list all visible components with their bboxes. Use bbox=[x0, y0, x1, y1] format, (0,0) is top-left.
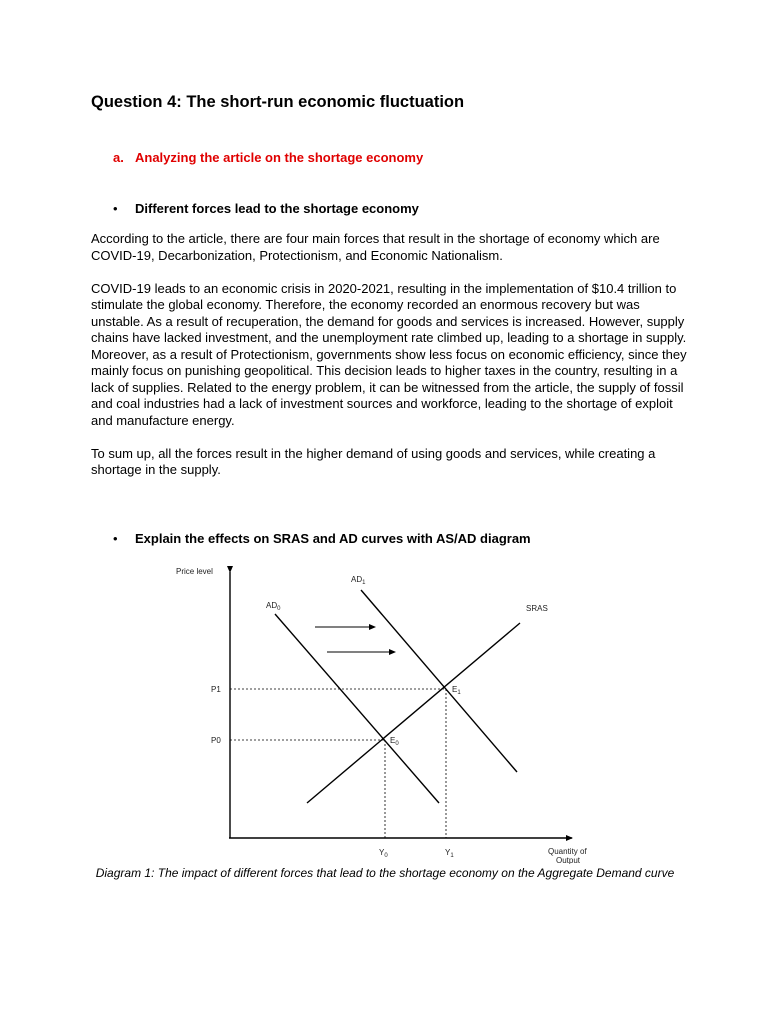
p1-label: P1 bbox=[211, 685, 221, 694]
bullet-icon: • bbox=[113, 531, 118, 546]
sras-curve bbox=[307, 623, 520, 803]
x-axis-label-line1: Quantity of bbox=[548, 847, 587, 856]
ad0-label: $AD_0$ bbox=[266, 601, 281, 612]
asad-diagram-svg bbox=[170, 562, 610, 864]
y0-label: $Y_0$ bbox=[379, 848, 388, 859]
sras-label: SRAS bbox=[526, 604, 548, 613]
ad1-curve bbox=[361, 590, 517, 772]
p0-label: P0 bbox=[211, 736, 221, 745]
x-axis-label-line2: Output bbox=[556, 856, 581, 864]
e0-label: $E_0$ bbox=[390, 736, 399, 747]
paragraph-conclusion: To sum up, all the forces result in the higher demand of using goods and services, while creating a shortage in the supply. bbox=[91, 445, 656, 477]
subheading-marker: a. bbox=[113, 150, 124, 165]
paragraph-forces-summary: According to the article, there are four main forces that result in the shortage of economy which are COVID-19, Decarbonization, Protectionism, and Economic Nationalism. bbox=[91, 231, 660, 263]
y1-label: $Y_1$ bbox=[445, 848, 454, 859]
ad0-curve bbox=[275, 614, 439, 803]
paragraph-covid-analysis: COVID-19 leads to an economic crisis in 2020-2021, resulting in the implementation of $10.4 trillion to stimulate the global economy. Therefore, the economy recorded an enormous recovery but was unstable. As a result of recuperation, the demand for goods and services is increased. However, supply chains have lacked investment, and the unemployment rate climbed up, leading to a shortage in supply. Moreover, as a result of Protectionism, governments show less focus on economic efficiency, since they mainly focus on punishing geopolitical. This decision leads to higher taxes in the country, resulting in a lack of supplies. Related to the energy problem, it can be witnessed from the article, the supply of fossil and coal industries had a lack of investment sources and workforce, leading to the shortage of exploit and manufacture energy. bbox=[91, 280, 687, 428]
ad1-label: $AD_1$ bbox=[351, 575, 366, 586]
bullet-text-forces: Different forces lead to the shortage economy bbox=[135, 201, 419, 216]
bullet-icon: • bbox=[113, 201, 118, 216]
e1-label: $E_1$ bbox=[452, 685, 461, 696]
asad-diagram bbox=[170, 562, 610, 864]
section-subheading bbox=[113, 150, 423, 165]
bullet-item-diagram bbox=[113, 531, 531, 546]
diagram-caption: Diagram 1: The impact of different forces that lead to the shortage economy on the Aggregate Demand curve bbox=[95, 866, 675, 880]
question-title: Question 4: The short-run economic fluctuation bbox=[91, 93, 465, 111]
subheading-text: Analyzing the article on the shortage economy bbox=[135, 150, 424, 165]
y-axis-label: Price level bbox=[176, 567, 213, 576]
body-text bbox=[91, 231, 691, 495]
bullet-item-forces bbox=[113, 201, 419, 216]
bullet-text-diagram: Explain the effects on SRAS and AD curves with AS/AD diagram bbox=[135, 531, 531, 546]
